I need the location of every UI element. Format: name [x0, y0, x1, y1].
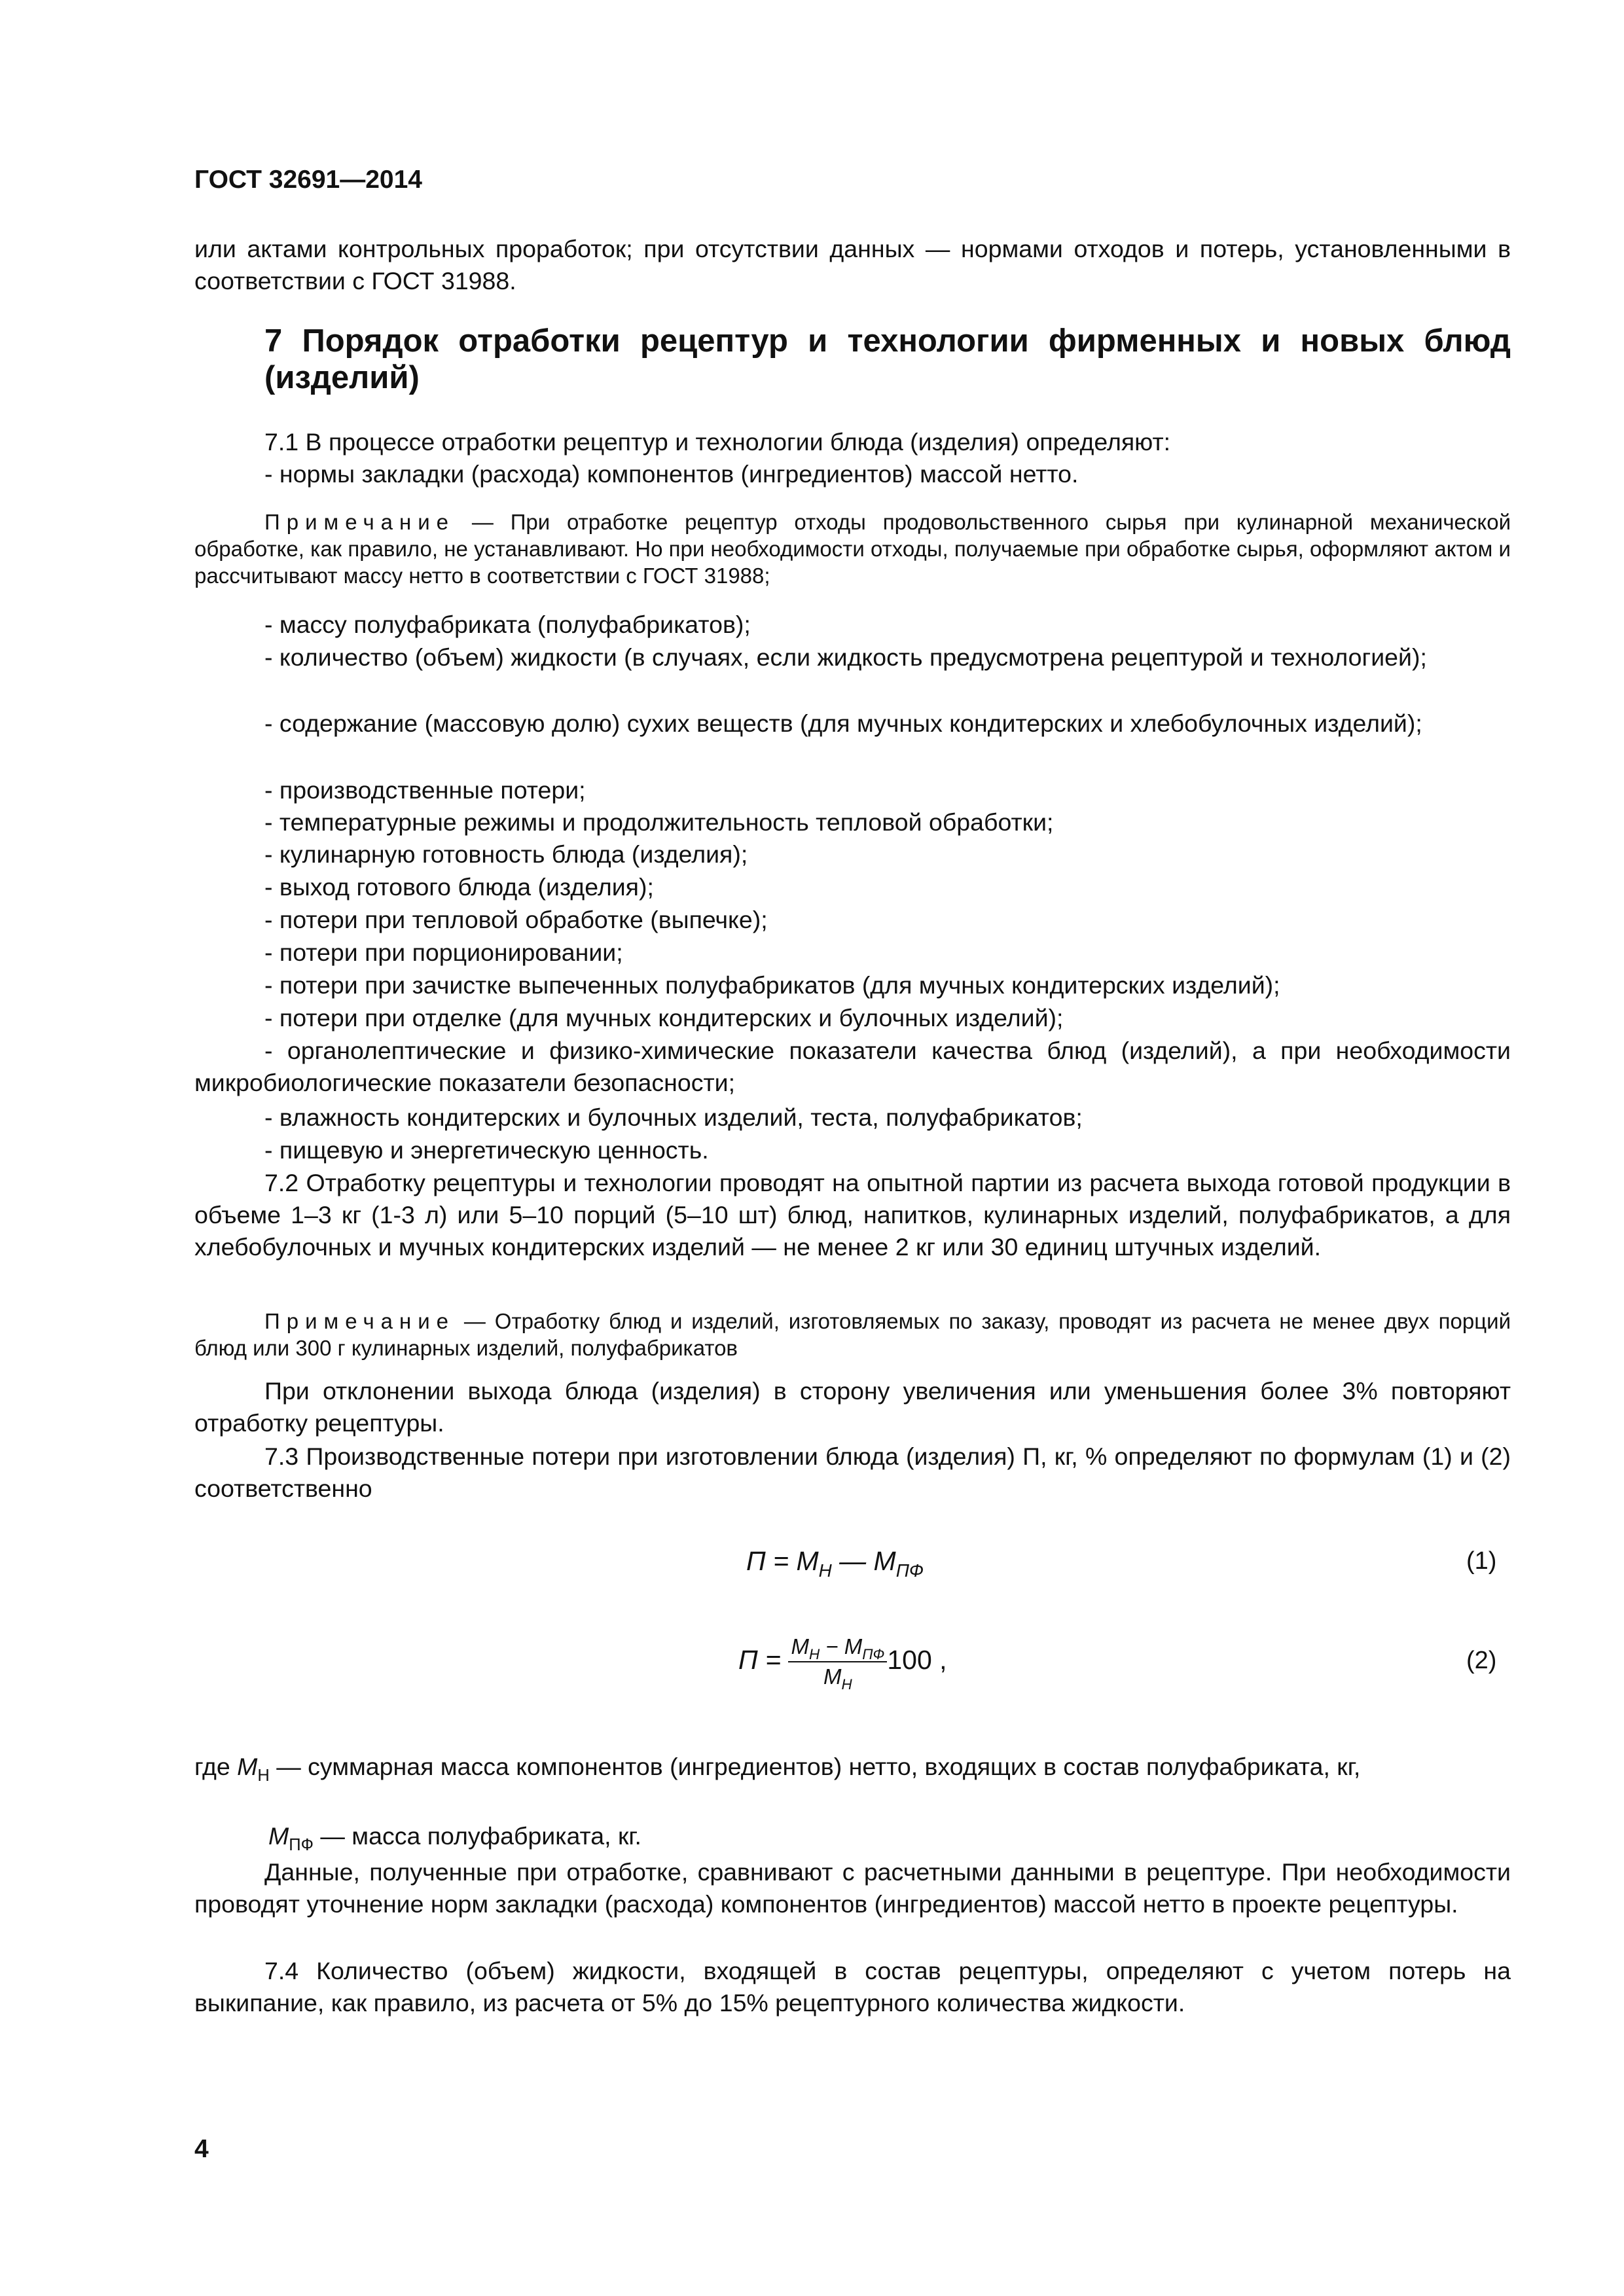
formula-2-num-m2-sub: ПФ	[862, 1645, 885, 1662]
formula-2-number: (2)	[1466, 1647, 1497, 1674]
formula-2-num-m1: М	[791, 1634, 809, 1659]
note-2	[194, 1308, 1511, 1361]
formula-2-denominator	[788, 1662, 887, 1691]
paragraph-7-1: 7.1 В процессе отработки рецептур и технологии блюда (изделия) определяют:	[264, 428, 1171, 456]
list-item: - температурные режимы и продолжительность тепловой обработки;	[264, 808, 1054, 836]
formula-1-m2: М	[873, 1546, 896, 1576]
page-number: 4	[194, 2135, 209, 2163]
formula-2-fraction	[788, 1632, 887, 1691]
list-item: - потери при зачистке выпеченных полуфабрикатов (для мучных кондитерских изделий);	[264, 971, 1280, 999]
paragraph-data: Данные, полученные при отработке, сравнивают с расчетными данными в рецептуре. При необходимости проводят уточнение норм закладки (расхода) компонентов (ингредиентов) массой нетто в проекте рецептуры.	[194, 1858, 1511, 1918]
formula-2-num-m2: М	[844, 1634, 863, 1659]
where-2-symbol-sub: ПФ	[289, 1835, 314, 1854]
where-1-symbol: М	[237, 1753, 258, 1780]
list-item-first: - нормы закладки (расхода) компонентов (ингредиентов) массой нетто.	[264, 460, 1079, 488]
formula-2-num-m1-sub: Н	[808, 1645, 820, 1662]
section-7-title: 7 Порядок отработки рецептур и технологии фирменных и новых блюд (изделий)	[264, 323, 1511, 395]
note-1	[194, 509, 1511, 589]
where-1-text: — суммарная масса компонентов (ингредиентов) нетто, входящих в состав полуфабриката, кг,	[269, 1753, 1361, 1780]
list-item: - пищевую и энергетическую ценность.	[264, 1136, 709, 1164]
document-id: ГОСТ 32691—2014	[194, 166, 422, 194]
formula-1-m1-sub: Н	[818, 1560, 832, 1581]
paragraph-7-2: 7.2 Отработку рецептуры и технологии проводят на опытной партии из расчета выхода готовой продукции в объеме 1–3 кг (1-3 л) или 5–10 порций (5–10 шт) блюд, напитков, кулинарных изделий, полуфабрикатов, а для хлебобулочных и мучных кондитерских изделий — не менее 2 кг или 30 единиц штучных изделий.	[194, 1169, 1511, 1261]
paragraph-7-4: 7.4 Количество (объем) жидкости, входящей в состав рецептуры, определяют с учетом потерь на выкипание, как правило, из расчета от 5% до 15% рецептурного количества жидкости.	[194, 1957, 1511, 2017]
formula-1-number: (1)	[1466, 1547, 1497, 1575]
list-item: - потери при тепловой обработке (выпечке);	[264, 906, 768, 933]
note-2-text: — Отработку блюд и изделий, изготовляемых по заказу, проводят из расчета не менее двух порций блюд или 300 г кулинарных изделий, полуфабрикатов	[194, 1309, 1511, 1360]
note-1-label: Примечание	[264, 510, 456, 534]
where-line-1	[194, 1751, 1511, 1785]
formula-2	[738, 1632, 947, 1691]
paragraph-7-3: 7.3 Производственные потери при изготовлении блюда (изделия) П, кг, % определяют по формулам (1) и (2) соответственно	[194, 1443, 1511, 1502]
formula-2-num-op: −	[820, 1634, 844, 1659]
list-item: - влажность кондитерских и булочных изделий, теста, полуфабрикатов;	[264, 1103, 1083, 1131]
where-2-text: — масса полуфабриката, кг.	[313, 1822, 641, 1850]
list-item: - массу полуфабриката (полуфабрикатов);	[264, 611, 751, 638]
formula-2-den-m: М	[823, 1664, 842, 1689]
paragraph-deviation: При отклонении выхода блюда (изделия) в сторону увеличения или уменьшения более 3% повторяют отработку рецептуры.	[194, 1377, 1511, 1437]
list-item: - потери при порционировании;	[264, 939, 623, 966]
intro-paragraph: или актами контрольных проработок; при отсутствии данных — нормами отходов и потерь, установленными в соответствии с ГОСТ 31988.	[194, 235, 1511, 295]
list-item: - выход готового блюда (изделия);	[264, 873, 654, 901]
where-2-symbol: М	[268, 1822, 289, 1850]
list-item: - производственные потери;	[264, 776, 586, 804]
list-item: - потери при отделке (для мучных кондитерских и булочных изделий);	[264, 1004, 1064, 1031]
formula-1	[746, 1546, 924, 1581]
formula-1-lhs: П =	[746, 1546, 797, 1576]
list-item: - органолептические и физико-химические показатели качества блюд (изделий), а при необходимости микробиологические показатели безопасности;	[194, 1037, 1511, 1096]
list-item: - кулинарную готовность блюда (изделия);	[264, 840, 748, 868]
note-1-text: — При отработке рецептур отходы продовольственного сырья при кулинарной механической обработке, как правило, не устанавливают. Но при необходимости отходы, получаемые при обработке сырья, оформляют актом и рассчитывают массу нетто в соответствии с ГОСТ 31988;	[194, 510, 1511, 588]
where-1-symbol-sub: Н	[257, 1766, 270, 1785]
list-item: - содержание (массовую долю) сухих веществ (для мучных кондитерских и хлебобулочных изделий);	[264, 709, 1422, 737]
where-line-2	[268, 1821, 1511, 1854]
formula-2-lhs: П =	[738, 1644, 789, 1675]
formula-1-op: —	[831, 1546, 874, 1576]
formula-1-m2-sub: ПФ	[895, 1560, 924, 1581]
where-lead: где	[194, 1753, 238, 1780]
formula-2-factor: 100 ,	[887, 1644, 947, 1675]
list-item: - количество (объем) жидкости (в случаях, если жидкость предусмотрена рецептурой и технологией);	[264, 643, 1427, 671]
formula-2-numerator	[788, 1632, 887, 1662]
formula-2-den-sub: Н	[841, 1676, 852, 1693]
formula-1-m1: М	[796, 1546, 819, 1576]
note-2-label: Примечание	[264, 1309, 456, 1333]
